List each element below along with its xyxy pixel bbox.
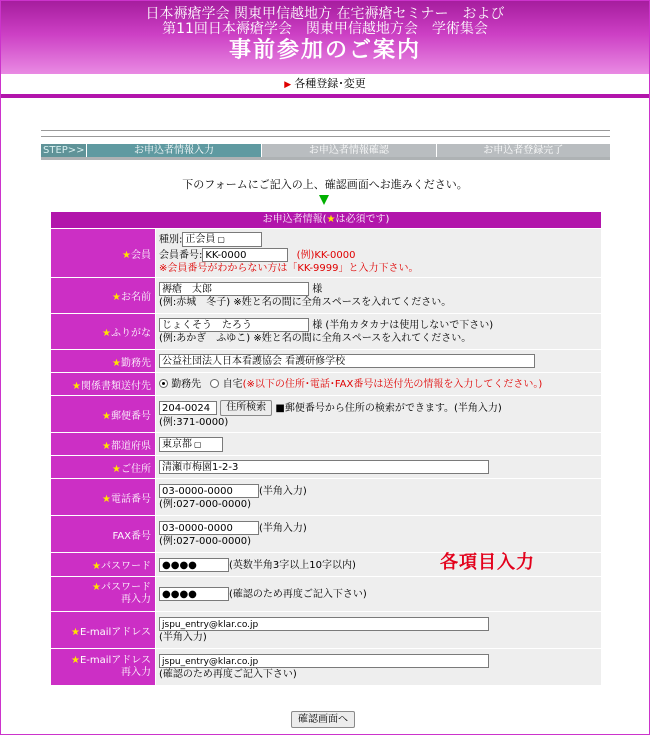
fax-example: (例:027-000-0000) bbox=[159, 535, 252, 547]
prefecture-select[interactable] bbox=[159, 437, 223, 452]
form-heading-text-2: は必須です) bbox=[335, 214, 390, 225]
name-cell bbox=[156, 278, 601, 313]
required-star-icon: ★ bbox=[92, 561, 101, 572]
member-cell bbox=[156, 229, 601, 277]
tel-label bbox=[51, 479, 155, 515]
shipping-home-radio[interactable] bbox=[210, 379, 219, 388]
required-star-icon: ★ bbox=[102, 440, 111, 452]
tel-input[interactable]: 03-0000-0000 bbox=[159, 484, 259, 498]
tel-label-text: 電話番号 bbox=[111, 493, 151, 505]
kana-label-text: ふりがな bbox=[111, 328, 151, 339]
member-number-note: ※会員番号がわからない方は「KK-9999」と入力下さい。 bbox=[159, 263, 419, 274]
workplace-label-text: 勤務先 bbox=[121, 357, 151, 369]
step-indicator bbox=[41, 130, 610, 160]
address-label bbox=[51, 456, 155, 478]
dropdown-icon: ▢ bbox=[217, 235, 225, 244]
kana-suffix: 様 (半角カタカナは使用しないで下さい) bbox=[312, 320, 494, 331]
shipping-label-text: 関係書類送付先 bbox=[81, 380, 151, 392]
prefecture-label bbox=[51, 433, 155, 455]
workplace-cell bbox=[156, 350, 601, 372]
applicant-form bbox=[50, 211, 602, 686]
zip-label bbox=[51, 396, 155, 432]
kana-hint: (例:あかぎ ふゆこ) ※姓と名の間に全角スペースを入れてください。 bbox=[159, 333, 472, 344]
name-label-text: お名前 bbox=[121, 292, 151, 303]
email-confirm-label-1: E-mailアドレス bbox=[79, 655, 151, 666]
fax-cell bbox=[156, 516, 601, 552]
step-complete: お申込者登録完了 bbox=[437, 144, 610, 157]
password-confirm-hint: (確認のため再度ご記入下さい) bbox=[229, 589, 367, 600]
name-label bbox=[51, 278, 155, 313]
required-star-icon: ★ bbox=[122, 249, 131, 261]
step-confirm: お申込者情報確認 bbox=[262, 144, 436, 157]
tel-cell bbox=[156, 479, 601, 515]
workplace-input[interactable]: 公益社団法人日本看護協会 看護研修学校 bbox=[159, 354, 535, 368]
page-title: 事前参加のご案内 bbox=[228, 38, 421, 63]
address-cell bbox=[156, 456, 601, 478]
required-star-icon: ★ bbox=[72, 380, 81, 392]
password-input[interactable]: ●●●● bbox=[159, 558, 229, 572]
member-label bbox=[51, 229, 155, 277]
step-input: お申込者情報入力 bbox=[87, 144, 262, 157]
zip-cell bbox=[156, 396, 601, 432]
email-confirm-input[interactable]: jspu_entry@klar.co.jp bbox=[159, 654, 489, 668]
shipping-workplace-label: 勤務先 bbox=[171, 378, 202, 390]
zip-label-text: 郵便番号 bbox=[111, 410, 151, 422]
member-type-label: 種別: bbox=[159, 234, 183, 246]
required-star-icon: ★ bbox=[112, 357, 121, 369]
shipping-note: (※以下の住所･電話･FAX番号は送付先の情報を入力してください。) bbox=[242, 378, 543, 390]
kana-cell bbox=[156, 314, 601, 349]
name-suffix: 様 bbox=[312, 284, 323, 295]
down-arrow-icon bbox=[319, 195, 329, 205]
email-label bbox=[51, 612, 155, 648]
password-confirm-input[interactable]: ●●●● bbox=[159, 587, 229, 601]
tel-example: (例:027-000-0000) bbox=[159, 498, 252, 510]
member-type-value: 正会員 bbox=[185, 234, 216, 245]
shipping-workplace-radio[interactable] bbox=[159, 379, 168, 388]
confirm-button[interactable]: 確認画面へ bbox=[291, 711, 355, 728]
zip-hint: ■郵便番号から住所の検索ができます。(半角入力) bbox=[275, 402, 502, 414]
required-star-icon: ★ bbox=[102, 493, 111, 505]
shipping-home-label: 自宅 bbox=[222, 378, 243, 390]
dropdown-icon: ▢ bbox=[194, 439, 202, 449]
address-input[interactable]: 清瀬市梅園1-2-3 bbox=[159, 460, 489, 474]
member-label-text: 会員 bbox=[131, 249, 151, 261]
fax-hint: (半角入力) bbox=[259, 522, 307, 534]
step-bar bbox=[41, 144, 610, 160]
workplace-label bbox=[51, 350, 155, 372]
arrow-right-icon: ▶ bbox=[284, 80, 292, 90]
header-line-1: 日本褥瘡学会 関東甲信越地方 在宅褥瘡セミナー および bbox=[145, 6, 505, 22]
password-hint: (英数半角3字以上10字以内) bbox=[229, 559, 356, 571]
shipping-label bbox=[51, 373, 155, 395]
divider bbox=[41, 130, 610, 137]
email-input[interactable]: jspu_entry@klar.co.jp bbox=[159, 617, 489, 631]
required-star-icon: ★ bbox=[112, 463, 121, 475]
header-line-2: 第11回日本褥瘡学会 関東甲信越地方会 学術集会 bbox=[162, 21, 488, 37]
address-search-button[interactable]: 住所検索 bbox=[220, 400, 272, 416]
email-label-text: E-mailアドレス bbox=[79, 626, 151, 638]
required-star-icon: ★ bbox=[92, 582, 101, 593]
fax-label: FAX番号 bbox=[51, 516, 155, 552]
password-label bbox=[51, 553, 155, 576]
member-number-label: 会員番号: bbox=[159, 250, 203, 261]
address-label-text: ご住所 bbox=[121, 463, 151, 475]
email-confirm-hint: (確認のため再度ご記入下さい) bbox=[159, 668, 297, 680]
required-star-icon: ★ bbox=[70, 655, 80, 666]
email-hint: (半角入力) bbox=[159, 631, 207, 643]
email-confirm-label bbox=[51, 649, 155, 685]
password-confirm-label bbox=[51, 577, 155, 611]
annotation-note: 各項目入力 bbox=[440, 552, 535, 573]
email-confirm-label-2: 再入力 bbox=[121, 667, 151, 678]
form-heading-text: お申込者情報( bbox=[262, 214, 327, 225]
password-confirm-cell bbox=[156, 577, 601, 611]
registration-change-link[interactable]: 各種登録･変更 bbox=[294, 77, 366, 90]
name-hint: (例:赤城 冬子) ※姓と名の間に全角スペースを入れてください。 bbox=[159, 297, 452, 308]
prefecture-label-text: 都道府県 bbox=[111, 440, 151, 452]
kana-label bbox=[51, 314, 155, 349]
member-type-select[interactable] bbox=[182, 232, 262, 247]
form-heading bbox=[51, 212, 601, 228]
required-star-icon: ★ bbox=[112, 292, 121, 303]
shipping-cell bbox=[156, 373, 601, 395]
step-marker: STEP>> bbox=[41, 144, 87, 157]
prefecture-value: 東京都 bbox=[162, 438, 192, 450]
tel-hint: (半角入力) bbox=[259, 485, 307, 497]
required-star-icon: ★ bbox=[70, 626, 80, 638]
kana-input[interactable]: じょくそう たろう bbox=[159, 318, 309, 332]
password-label-text: パスワード bbox=[101, 561, 151, 572]
zip-input[interactable]: 204-0024 bbox=[159, 401, 217, 415]
page-header bbox=[1, 1, 649, 74]
required-star-icon: ★ bbox=[102, 328, 111, 339]
password-confirm-label-1: パスワード bbox=[101, 582, 151, 593]
email-confirm-cell bbox=[156, 649, 601, 685]
required-star-icon: ★ bbox=[102, 410, 111, 422]
intro-text: 下のフォームにご記入の上、確認画面へお進みください。 bbox=[182, 178, 468, 191]
sub-navigation bbox=[1, 74, 649, 98]
name-input[interactable]: 褥瘡 太郎 bbox=[159, 282, 309, 296]
prefecture-cell bbox=[156, 433, 601, 455]
zip-example: (例:371-0000) bbox=[159, 416, 229, 428]
password-confirm-label-2: 再入力 bbox=[121, 594, 151, 605]
email-cell bbox=[156, 612, 601, 648]
member-number-input[interactable]: KK-0000 bbox=[202, 248, 288, 262]
fax-input[interactable]: 03-0000-0000 bbox=[159, 521, 259, 535]
required-star-icon: ★ bbox=[326, 214, 336, 225]
member-number-example: (例)KK-0000 bbox=[296, 250, 356, 261]
